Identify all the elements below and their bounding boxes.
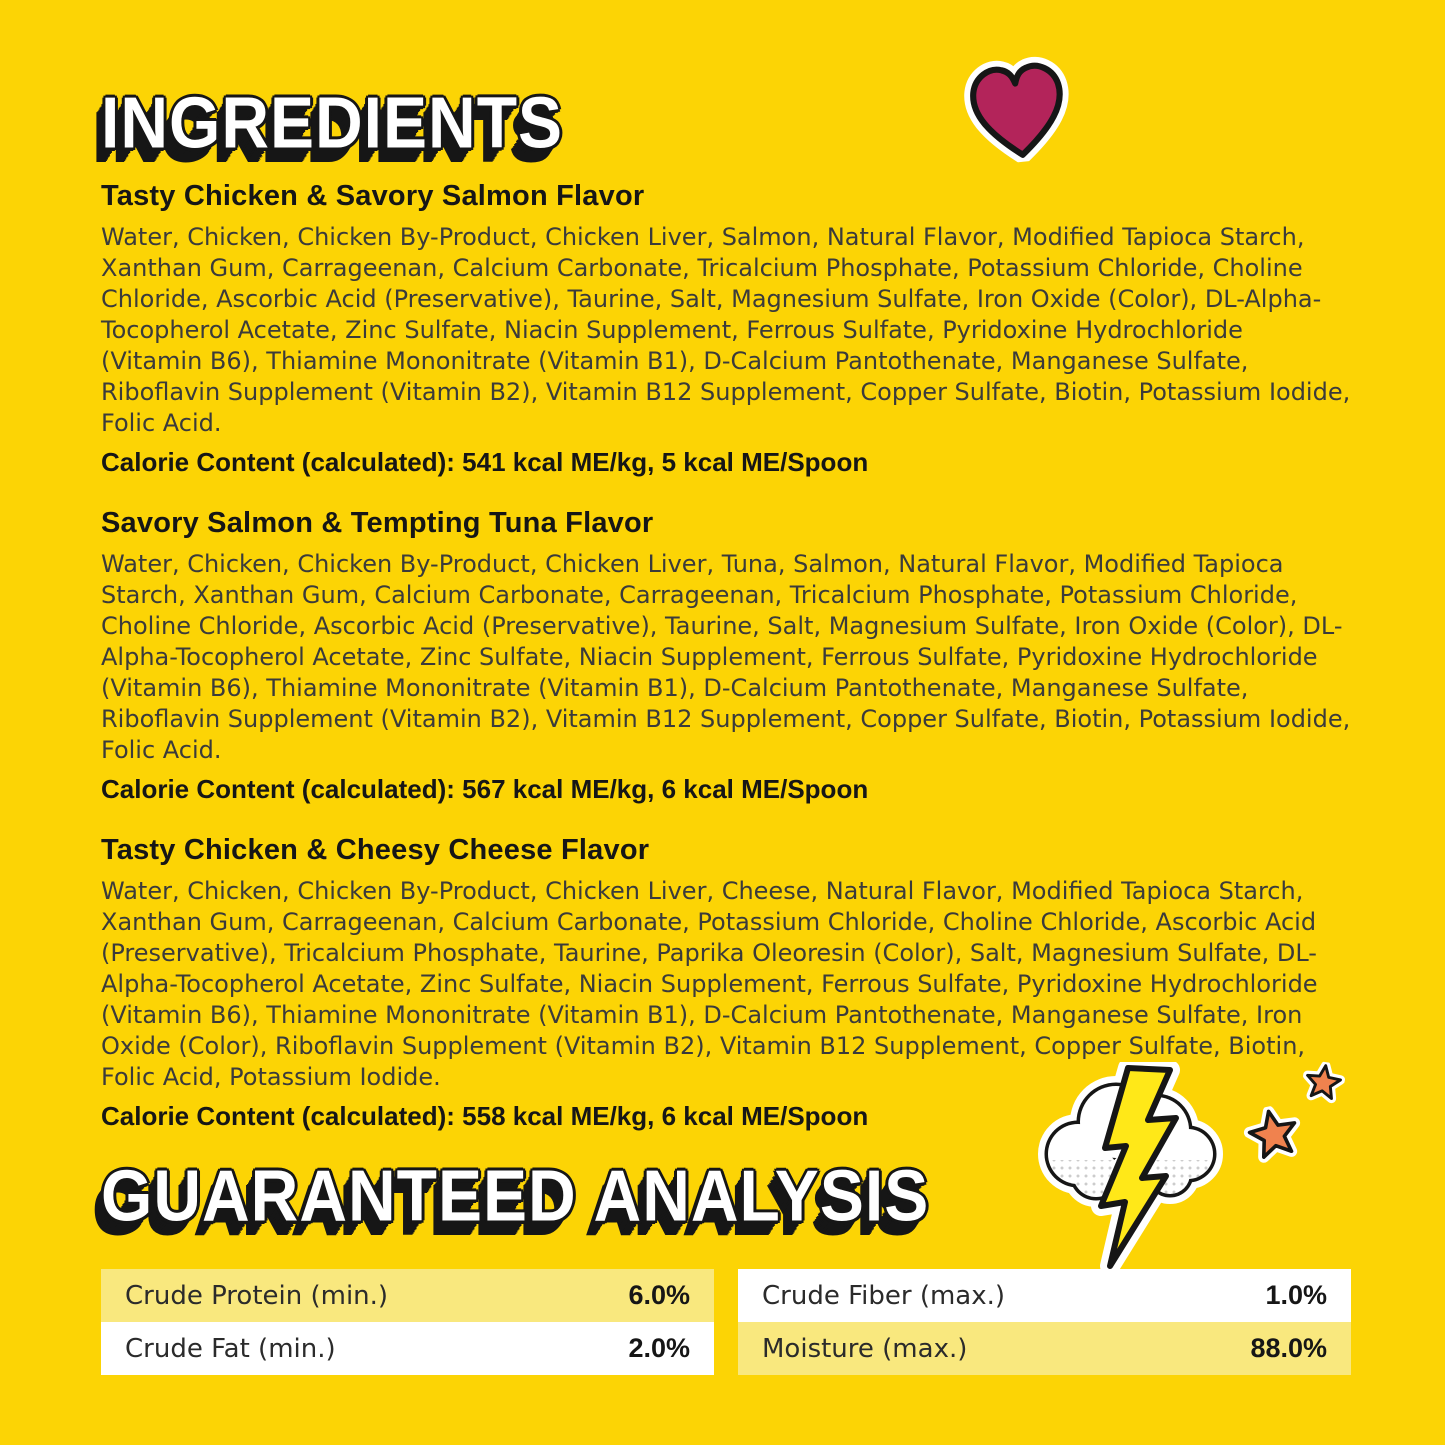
calorie-content: Calorie Content (calculated): 567 kcal ME/kg, 6 kcal ME/Spoon — [101, 774, 869, 804]
flavor-name: Tasty Chicken & Savory Salmon Flavor — [101, 180, 645, 212]
star-icon — [1239, 1101, 1309, 1174]
ingredient-list: Water, Chicken, Chicken By-Product, Chicken Liver, Salmon, Natural Flavor, Modified Tapioca Starch, Xanthan Gum, Carrageenan, Calcium Carbonate, Tricalcium Phosphate, Potassium Chloride, Choline Chloride, Ascorbic Acid (Preservative), Taurine, Salt, Magnesium Sulfate, Iron Oxide (Color), DL-Alpha-Tocopherol Acetate, Zinc Sulfate, Niacin Supplement, Ferrous Sulfate, Pyridoxine Hydrochloride (Vitamin B6), Thiamine Mononitrate (Vitamin B1), D-Calcium Pantothenate, Manganese Sulfate, Riboflavin Supplement (Vitamin B2), Vitamin B12 Supplement, Copper Sulfate, Biotin, Potassium Iodide, Folic Acid. — [101, 223, 1351, 437]
flavor-section-chicken-salmon — [101, 178, 1351, 477]
analysis-table — [101, 1269, 1351, 1375]
analysis-value: 6.0% — [628, 1280, 690, 1310]
ingredient-list: Water, Chicken, Chicken By-Product, Chicken Liver, Tuna, Salmon, Natural Flavor, Modified Tapioca Starch, Xanthan Gum, Calcium Carbonate, Carrageenan, Tricalcium Phosphate, Potassium Chloride, Choline Chloride, Ascorbic Acid (Preservative), Taurine, Salt, Magnesium Sulfate, Iron Oxide (Color), DL-Alpha-Tocopherol Acetate, Zinc Sulfate, Niacin Supplement, Ferrous Sulfate, Pyridoxine Hydrochloride (Vitamin B6), Thiamine Mononitrate (Vitamin B1), D-Calcium Pantothenate, Manganese Sulfate, Riboflavin Supplement (Vitamin B2), Vitamin B12 Supplement, Copper Sulfate, Biotin, Potassium Iodide, Folic Acid. — [101, 550, 1351, 764]
analysis-value: 1.0% — [1265, 1280, 1327, 1310]
star-icon-small — [1299, 1059, 1347, 1110]
analysis-value: 88.0% — [1250, 1333, 1327, 1363]
analysis-row-moisture — [738, 1322, 1351, 1375]
analysis-label: Moisture (max.) — [762, 1333, 968, 1364]
guaranteed-analysis-title: GUARANTEED ANALYSIS — [101, 1154, 930, 1236]
analysis-row-crude-fat — [101, 1322, 714, 1375]
calorie-content: Calorie Content (calculated): 541 kcal ME/kg, 5 kcal ME/Spoon — [101, 447, 869, 477]
analysis-label: Crude Fat (min.) — [125, 1333, 336, 1364]
flavor-name: Savory Salmon & Tempting Tuna Flavor — [101, 507, 654, 539]
flavor-name: Tasty Chicken & Cheesy Cheese Flavor — [101, 834, 650, 866]
flavor-section-salmon-tuna — [101, 505, 1351, 804]
ingredients-title: INGREDIENTS — [101, 81, 564, 163]
cloud-lightning-icon — [1028, 1062, 1263, 1281]
analysis-label: Crude Fiber (max.) — [762, 1280, 1006, 1311]
calorie-content: Calorie Content (calculated): 558 kcal ME/kg, 6 kcal ME/Spoon — [101, 1101, 869, 1131]
ingredient-list: Water, Chicken, Chicken By-Product, Chicken Liver, Cheese, Natural Flavor, Modified Tapioca Starch, Xanthan Gum, Carrageenan, Calcium Carbonate, Potassium Chloride, Choline Chloride, Ascorbic Acid (Preservative), Tricalcium Phosphate, Taurine, Paprika Oleoresin (Color), Salt, Magnesium Sulfate, DL-Alpha-Tocopherol Acetate, Zinc Sulfate, Niacin Supplement, Ferrous Sulfate, Pyridoxine Hydrochloride (Vitamin B6), Thiamine Mononitrate (Vitamin B1), D-Calcium Pantothenate, Manganese Sulfate, Iron Oxide (Color), Riboflavin Supplement (Vitamin B2), Vitamin B12 Supplement, Copper Sulfate, Biotin, Folic Acid, Potassium Iodide. — [101, 877, 1318, 1091]
analysis-label: Crude Protein (min.) — [125, 1280, 389, 1311]
analysis-value: 2.0% — [628, 1333, 690, 1363]
analysis-row-crude-protein — [101, 1269, 714, 1322]
